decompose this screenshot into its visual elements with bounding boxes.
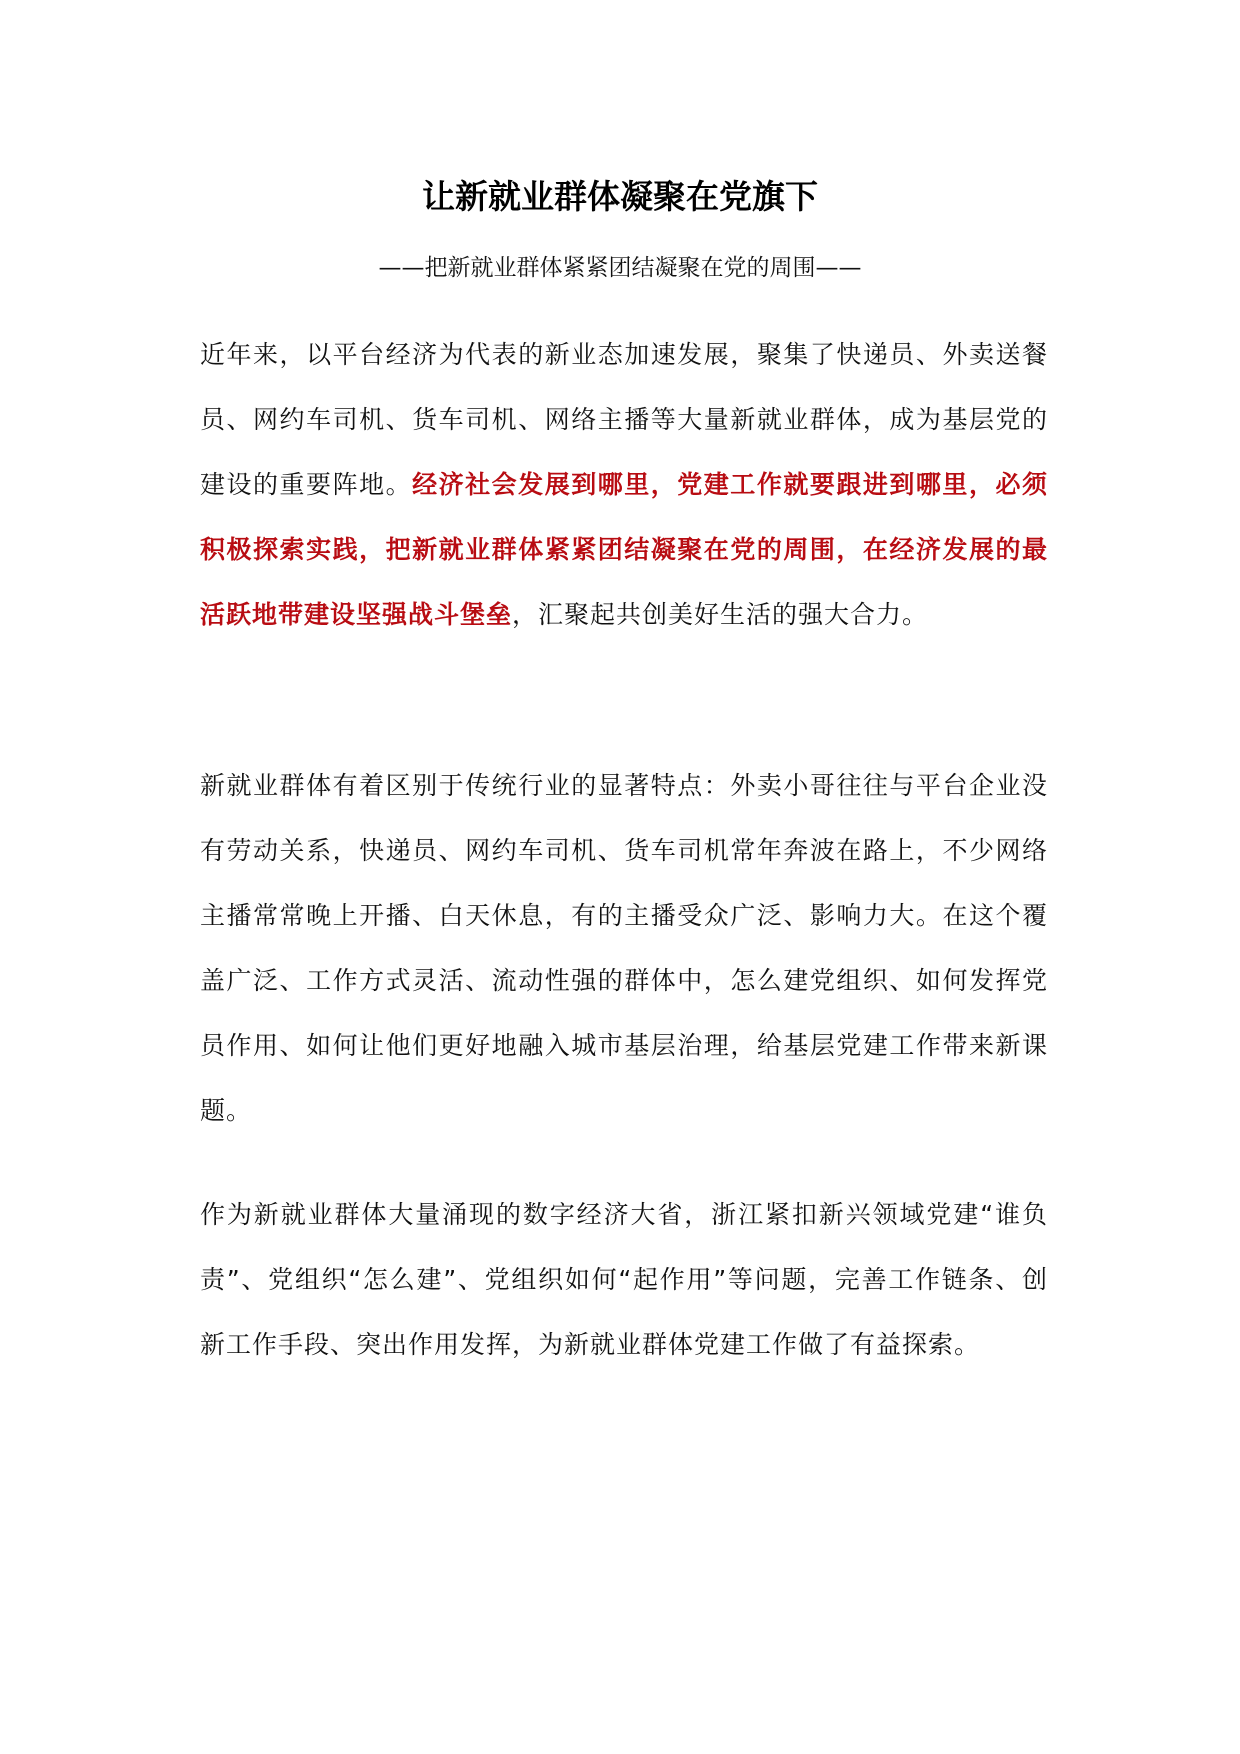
paragraph-1-ending: ，汇聚起共创美好生活的强大合力。	[512, 600, 929, 629]
paragraph-2: 新就业群体有着区别于传统行业的显著特点：外卖小哥往往与平台企业没有劳动关系，快递员、网约车司机、货车司机常年奔波在路上，不少网络主播常常晚上开播、白天休息，有的主播受众广泛、影响力大。在这个覆盖广泛、工作方式灵活、流动性强的群体中，怎么建党组织、如何发挥党员作用、如何让他们更好地融入城市基层治理，给基层党建工作带来新课题。	[200, 771, 1048, 1125]
paragraph-3: 作为新就业群体大量涌现的数字经济大省，浙江紧扣新兴领域党建“谁负责”、党组织“怎么建”、党组织如何“起作用”等问题，完善工作链条、创新工作手段、突出作用发挥，为新就业群体党建工作做了有益探索。	[200, 1200, 1048, 1359]
document-subtitle: ——把新就业群体紧紧团结凝聚在党的周围——	[378, 255, 862, 281]
document-title: 让新就业群体凝聚在党旗下	[422, 177, 818, 216]
paragraph-1-intro: 近年来，以平台经济为代表的新业态加速发展，聚集了快递员、外卖送餐员、网约车司机、货车司机、网络主播等大量新就业群体，成为基层党的建设的重要阵地。	[200, 340, 1048, 499]
paragraph-1	[200, 322, 1048, 647]
paragraph-1-highlight: 经济社会发展到哪里，党建工作就要跟进到哪里，必须积极探索实践，把新就业群体紧紧团结凝聚在党的周围，在经济发展的最活跃地带建设坚强战斗堡垒	[200, 470, 1048, 629]
